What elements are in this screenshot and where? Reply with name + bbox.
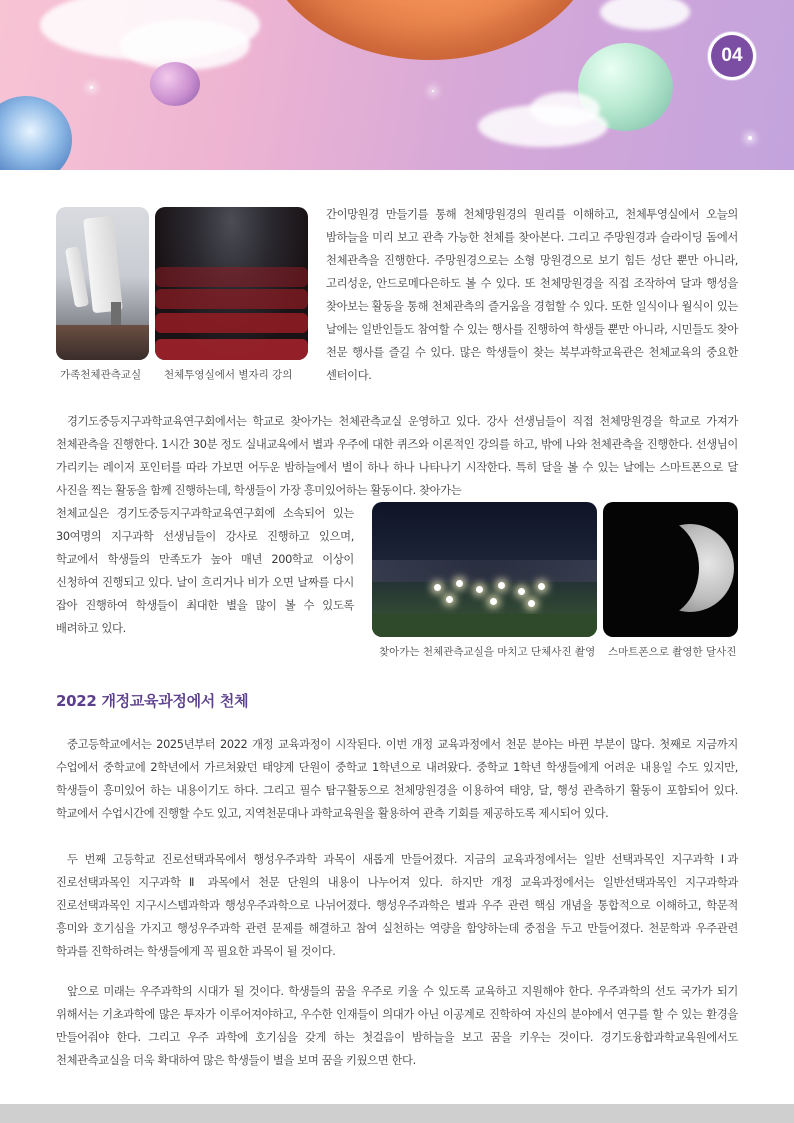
moon-photo-caption: 스마트폰으로 촬영한 달사진 bbox=[608, 646, 737, 658]
footer-bar bbox=[0, 1104, 794, 1123]
section-heading: 2022 개정교육과정에서 천체 bbox=[56, 692, 249, 710]
orange-planet-image bbox=[260, 0, 600, 60]
earth-planet-image bbox=[0, 96, 72, 170]
page-number: 04 bbox=[711, 35, 753, 77]
group-photo-caption: 찾아가는 천체관측교실을 마치고 단체사진 촬영 bbox=[379, 646, 596, 658]
planetarium-photo-caption: 천체투영실에서 별자리 강의 bbox=[164, 369, 293, 381]
star-sparkle-icon bbox=[432, 90, 434, 92]
star-sparkle-icon bbox=[90, 86, 93, 89]
visiting-observation-paragraph-continued: 천체교실은 경기도중등지구과학교육연구회에 소속되어 있는 30여명의 지구과학 선생님들이 강사로 진행하고 있으며, 학교에서 학생들의 만족도가 높아 매년 200학교 이상이 신청하여 진행되고 있다. 날이 흐리거나 비가 오면 날짜를 다시 잡아 진행하여 학생들이 최대한 별을 많이 볼 수 있도록 배려하고 있다. bbox=[56, 507, 354, 635]
telescope-photo bbox=[56, 207, 149, 360]
purple-planet-image bbox=[150, 62, 200, 106]
intro-paragraph: 간이망원경 만들기를 통해 천체망원경의 원리를 이해하고, 천체투영실에서 오늘의 밤하늘을 미리 보고 관측 가능한 천체를 찾아본다. 그리고 주망원경과 슬라이딩 돔에서 천체관측을 진행한다. 주망원경으로는 소형 망원경으로 보기 힘든 성단 뿐만 아니라, 고리성운, 안드로메다은하도 볼 수 있다. 또 천체망원경을 직접 조작하여 달과 행성을 찾아보는 활동을 통해 천체관측의 즐거움을 경험할 수 있다. 또한 일식이나 월식이 있는 날에는 일반인들도 참여할 수 있는 행사를 진행하여 학생들 뿐만 아니라, 시민들도 찾아 천문 행사를 즐길 수 있다. 많은 학생들이 찾는 북부과학교육관은 천체교육의 중요한 센터이다. bbox=[326, 208, 738, 382]
cloud-decoration bbox=[600, 0, 690, 30]
cloud-decoration bbox=[530, 92, 600, 126]
cloud-decoration bbox=[120, 20, 250, 70]
curriculum-paragraph-2: 두 번째 고등학교 진로선택과목에서 행성우주과학 과목이 새롭게 만들어졌다. 지금의 교육과정에서는 일반 선택과목인 지구과학 Ⅰ과 진로선택과목인 지구과학 Ⅱ 과목에서 천문 단원의 내용이 나누어져 있다. 하지만 개정 교육과정에서는 일반선택과목인 지구과학과 진로선택과목인 지구시스템과학과 행성우주과학으로 나뉘어졌다. 행성우주과학은 별과 우주 관련 핵심 개념을 통합적으로 이해하고, 학문적 흥미와 호기심을 가지고 행성우주과학 관련 문제를 해결하고 참여 실천하는 역량을 함양하는데 중점을 두고 만들어졌다. 천문학과 우주관련 학과를 진학하려는 학생들에게 꼭 필요한 과목이 될 것이다. bbox=[56, 853, 738, 958]
star-sparkle-icon bbox=[748, 136, 752, 140]
visiting-observation-paragraph: 경기도중등지구과학교육연구회에서는 학교로 찾아가는 천체관측교실 운영하고 있다. 강사 선생님들이 직접 천체망원경을 학교로 가져가 천체관측을 진행한다. 1시간 30분 정도 실내교육에서 별과 우주에 대한 퀴즈와 이론적인 강의를 하고, 밖에 나와 천체관측을 진행한다. 선생님이 가리키는 레이저 포인터를 따라 가보면 어두운 밤하늘에서 별이 하나 하나 나타나기 시작한다. 특히 달을 볼 수 있는 날에는 스마트폰으로 달 사진을 찍는 활동을 함께 진행하는데, 학생들이 가장 흥미있어하는 활동이다. 찾아가는 bbox=[56, 415, 738, 497]
page-number-badge bbox=[707, 31, 757, 81]
curriculum-paragraph-1: 중고등학교에서는 2025년부터 2022 개정 교육과정이 시작된다. 이번 개정 교육과정에서 천문 분야는 바뀐 부분이 많다. 첫째로 지금까지 수업에서 중학교에 2학년에서 가르쳐왔던 태양계 단원이 중학교 1학년으로 내려왔다. 중학교 1학년 학생들에게 어려운 내용일 수도 있지만, 학생들이 흥미있어 하는 내용이기도 하다. 그리고 필수 탐구활동으로 천체망원경을 이용하여 태양, 달, 행성 관측하기 활동이 포함되어 있다. 학교에서 수업시간에 진행할 수도 있고, 지역천문대나 과학교육원을 활용하여 관측 기회를 제공하도록 제시되어 있다. bbox=[56, 738, 738, 820]
planetarium-photo bbox=[155, 207, 308, 360]
header-banner bbox=[0, 0, 794, 170]
group-photo bbox=[372, 502, 597, 637]
closing-paragraph: 앞으로 미래는 우주과학의 시대가 될 것이다. 학생들의 꿈을 우주로 키울 수 있도록 교육하고 지원해야 한다. 우주과학의 선도 국가가 되기 위해서는 기초과학에 많은 투자가 이루어져야하고, 우수한 인재들이 의대가 아닌 이공계로 진학하여 자신의 분야에서 연구를 할 수 있는 환경을 만들어줘야 한다. 그리고 우주 과학에 호기심을 갖게 하는 첫걸음이 밤하늘을 보고 꿈을 키우는 것이다. 경기도융합과학교육원에서도 천체관측교실을 더욱 확대하여 많은 학생들이 별을 보며 꿈을 키웠으면 한다. bbox=[56, 985, 738, 1067]
telescope-photo-caption: 가족천체관측교실 bbox=[60, 369, 142, 381]
moon-photo bbox=[603, 502, 738, 637]
